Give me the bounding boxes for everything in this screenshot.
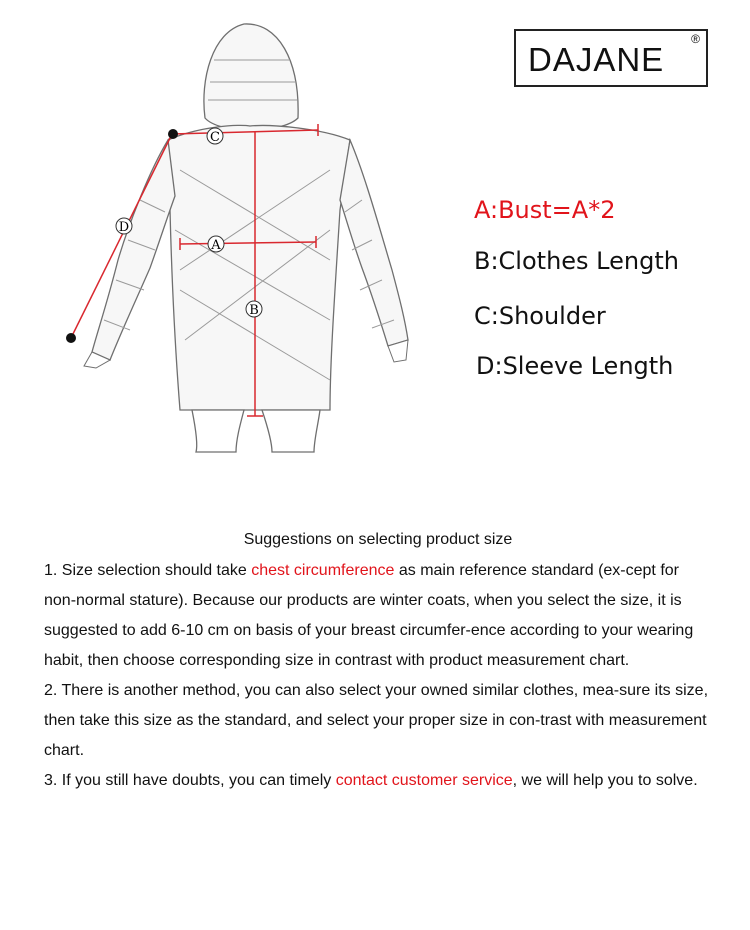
suggestions-text bbox=[44, 556, 710, 796]
coat-right-sleeve bbox=[340, 140, 408, 346]
contact-customer-service-link[interactable]: contact customer service bbox=[335, 772, 513, 789]
marker-c-label: C bbox=[210, 130, 220, 145]
registered-mark: ® bbox=[691, 32, 700, 46]
brand-logo bbox=[514, 29, 708, 87]
legs bbox=[192, 410, 244, 452]
coat-body bbox=[168, 125, 350, 410]
marker-a-label: A bbox=[211, 238, 221, 253]
legend-bust: A:Bust=A*2 bbox=[474, 196, 616, 224]
coat-measurement-diagram bbox=[0, 0, 460, 470]
coat-left-sleeve bbox=[92, 140, 175, 360]
legend-sleeve-length: D:Sleeve Length bbox=[476, 352, 674, 380]
marker-b-label: B bbox=[249, 303, 259, 318]
suggestion-1: 1. Size selection should take chest circumference as main reference standard (ex-cept for non-normal stature). Because our products are winter coats, when you select the size, it is suggested to add 6-10 cm on basis of your breast circumfer-ence according to your wearing habit, then choose corresponding size in contrast with product measurement chart. bbox=[44, 562, 694, 669]
brand-name: DAJANE bbox=[528, 41, 665, 78]
chest-circumference-highlight: chest circumference bbox=[251, 562, 395, 579]
coat-hood bbox=[204, 24, 298, 130]
suggestion-3: 3. If you still have doubts, you can timely contact customer service, we will help you to solve. bbox=[44, 772, 698, 789]
suggestion-2: 2. There is another method, you can also select your owned similar clothes, mea-sure its size, then take this size as the standard, and select your proper size in con-trast with measurement chart. bbox=[44, 682, 709, 759]
sleeve-end-dot bbox=[66, 333, 76, 343]
legend-shoulder: C:Shoulder bbox=[474, 302, 606, 330]
marker-d-label: D bbox=[118, 220, 130, 235]
sleeve-start-dot bbox=[168, 129, 178, 139]
suggestions-title: Suggestions on selecting product size bbox=[243, 531, 513, 548]
legend-clothes-length: B:Clothes Length bbox=[474, 247, 679, 275]
